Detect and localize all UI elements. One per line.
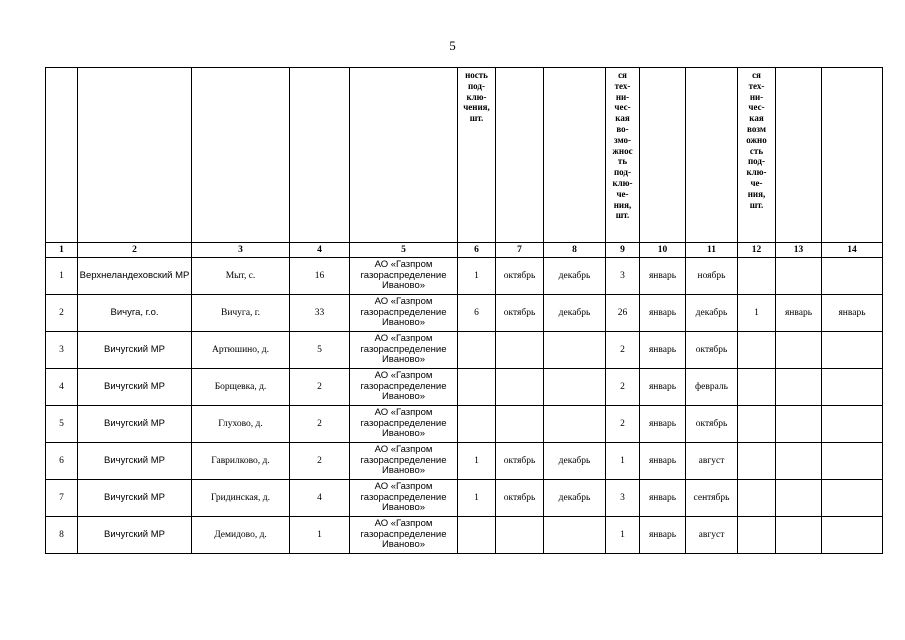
col12-cell — [738, 258, 776, 295]
col12-cell — [738, 369, 776, 406]
col8-cell — [544, 517, 606, 554]
locality-cell: Артюшино, д. — [192, 332, 290, 369]
col11-cell: февраль — [686, 369, 738, 406]
table-row — [46, 480, 883, 517]
row-number: 4 — [46, 369, 78, 406]
col11-cell: сентябрь — [686, 480, 738, 517]
locality-cell: Борщевка, д. — [192, 369, 290, 406]
locality-cell: Гридинская, д. — [192, 480, 290, 517]
col14-cell — [822, 406, 883, 443]
table-row — [46, 443, 883, 480]
district-cell: Вичугский МР — [78, 443, 192, 480]
district-cell: Вичуга, г.о. — [78, 295, 192, 332]
district-cell: Вичугский МР — [78, 406, 192, 443]
district-cell: Вичугский МР — [78, 517, 192, 554]
gasification-table — [45, 67, 883, 554]
col14-cell — [822, 517, 883, 554]
count-cell: 1 — [290, 517, 350, 554]
count-cell: 2 — [290, 369, 350, 406]
count-cell: 4 — [290, 480, 350, 517]
table-body — [46, 258, 883, 554]
table-row — [46, 369, 883, 406]
row-number: 7 — [46, 480, 78, 517]
operator-cell: АО «Газпром газораспределение Иваново» — [350, 258, 458, 295]
col11-cell: август — [686, 443, 738, 480]
col14-cell — [822, 258, 883, 295]
col9-cell: 3 — [606, 258, 640, 295]
col13-cell — [776, 406, 822, 443]
operator-cell: АО «Газпром газораспределение Иваново» — [350, 517, 458, 554]
col13-cell — [776, 258, 822, 295]
col6-cell: 1 — [458, 258, 496, 295]
col7-cell: октябрь — [496, 295, 544, 332]
column-number: 2 — [78, 243, 192, 258]
col12-cell — [738, 443, 776, 480]
col13-cell — [776, 517, 822, 554]
col10-cell: январь — [640, 406, 686, 443]
col14-cell — [822, 332, 883, 369]
col13-cell — [776, 332, 822, 369]
col10-cell: январь — [640, 369, 686, 406]
col14-cell — [822, 443, 883, 480]
col14-cell — [822, 480, 883, 517]
row-number: 5 — [46, 406, 78, 443]
col13-cell: январь — [776, 295, 822, 332]
table-row — [46, 295, 883, 332]
locality-cell: Вичуга, г. — [192, 295, 290, 332]
col7-cell — [496, 369, 544, 406]
column-number: 14 — [822, 243, 883, 258]
header-col12-fragment: ся тех- ни- чес- кая возм ожно сть под- клю- че- ния, шт. — [738, 68, 776, 243]
col7-cell: октябрь — [496, 443, 544, 480]
col9-cell: 3 — [606, 480, 640, 517]
col8-cell — [544, 369, 606, 406]
col10-cell: январь — [640, 258, 686, 295]
col11-cell: декабрь — [686, 295, 738, 332]
operator-cell: АО «Газпром газораспределение Иваново» — [350, 295, 458, 332]
column-number: 8 — [544, 243, 606, 258]
col6-cell — [458, 517, 496, 554]
column-number: 11 — [686, 243, 738, 258]
count-cell: 2 — [290, 443, 350, 480]
header-col6-fragment: ность под- клю- чения, шт. — [458, 68, 496, 243]
table-row — [46, 258, 883, 295]
col12-cell — [738, 480, 776, 517]
col14-cell — [822, 369, 883, 406]
col9-cell: 2 — [606, 406, 640, 443]
col13-cell — [776, 443, 822, 480]
column-number: 5 — [350, 243, 458, 258]
col11-cell: октябрь — [686, 406, 738, 443]
col10-cell: январь — [640, 443, 686, 480]
col12-cell: 1 — [738, 295, 776, 332]
col7-cell — [496, 406, 544, 443]
row-number: 3 — [46, 332, 78, 369]
col8-cell — [544, 332, 606, 369]
row-number: 6 — [46, 443, 78, 480]
col8-cell: декабрь — [544, 480, 606, 517]
col6-cell: 1 — [458, 480, 496, 517]
col7-cell: октябрь — [496, 480, 544, 517]
col10-cell: январь — [640, 517, 686, 554]
col6-cell — [458, 406, 496, 443]
col13-cell — [776, 480, 822, 517]
district-cell: Верхнеландеховский МР — [78, 258, 192, 295]
col13-cell — [776, 369, 822, 406]
header-continuation-row — [46, 68, 883, 243]
column-number: 1 — [46, 243, 78, 258]
locality-cell: Гаврилково, д. — [192, 443, 290, 480]
col6-cell — [458, 369, 496, 406]
col9-cell: 2 — [606, 332, 640, 369]
column-number-row — [46, 243, 883, 258]
row-number: 8 — [46, 517, 78, 554]
column-number: 7 — [496, 243, 544, 258]
col9-cell: 1 — [606, 517, 640, 554]
column-number: 6 — [458, 243, 496, 258]
locality-cell: Демидово, д. — [192, 517, 290, 554]
col8-cell: декабрь — [544, 443, 606, 480]
table-row — [46, 406, 883, 443]
operator-cell: АО «Газпром газораспределение Иваново» — [350, 443, 458, 480]
operator-cell: АО «Газпром газораспределение Иваново» — [350, 369, 458, 406]
row-number: 1 — [46, 258, 78, 295]
col11-cell: октябрь — [686, 332, 738, 369]
col9-cell: 26 — [606, 295, 640, 332]
col7-cell: октябрь — [496, 258, 544, 295]
col6-cell — [458, 332, 496, 369]
col10-cell: январь — [640, 332, 686, 369]
col12-cell — [738, 406, 776, 443]
column-number: 4 — [290, 243, 350, 258]
district-cell: Вичугский МР — [78, 369, 192, 406]
operator-cell: АО «Газпром газораспределение Иваново» — [350, 406, 458, 443]
column-number: 3 — [192, 243, 290, 258]
col8-cell: декабрь — [544, 258, 606, 295]
locality-cell: Мыт, с. — [192, 258, 290, 295]
operator-cell: АО «Газпром газораспределение Иваново» — [350, 332, 458, 369]
operator-cell: АО «Газпром газораспределение Иваново» — [350, 480, 458, 517]
table-row — [46, 332, 883, 369]
col11-cell: ноябрь — [686, 258, 738, 295]
district-cell: Вичугский МР — [78, 332, 192, 369]
column-number: 12 — [738, 243, 776, 258]
col10-cell: январь — [640, 480, 686, 517]
col9-cell: 2 — [606, 369, 640, 406]
count-cell: 5 — [290, 332, 350, 369]
col6-cell: 6 — [458, 295, 496, 332]
header-col9-fragment: ся тех- ни- чес- кая во- змо- жнос ть под- клю- че- ния, шт. — [606, 68, 640, 243]
col11-cell: август — [686, 517, 738, 554]
col9-cell: 1 — [606, 443, 640, 480]
col12-cell — [738, 332, 776, 369]
table-row — [46, 517, 883, 554]
locality-cell: Глухово, д. — [192, 406, 290, 443]
district-cell: Вичугский МР — [78, 480, 192, 517]
column-number: 10 — [640, 243, 686, 258]
col14-cell: январь — [822, 295, 883, 332]
col7-cell — [496, 332, 544, 369]
col8-cell — [544, 406, 606, 443]
col7-cell — [496, 517, 544, 554]
column-number: 9 — [606, 243, 640, 258]
column-number: 13 — [776, 243, 822, 258]
col12-cell — [738, 517, 776, 554]
count-cell: 33 — [290, 295, 350, 332]
col6-cell: 1 — [458, 443, 496, 480]
col10-cell: январь — [640, 295, 686, 332]
count-cell: 2 — [290, 406, 350, 443]
count-cell: 16 — [290, 258, 350, 295]
col8-cell: декабрь — [544, 295, 606, 332]
page-number: 5 — [449, 38, 456, 53]
row-number: 2 — [46, 295, 78, 332]
